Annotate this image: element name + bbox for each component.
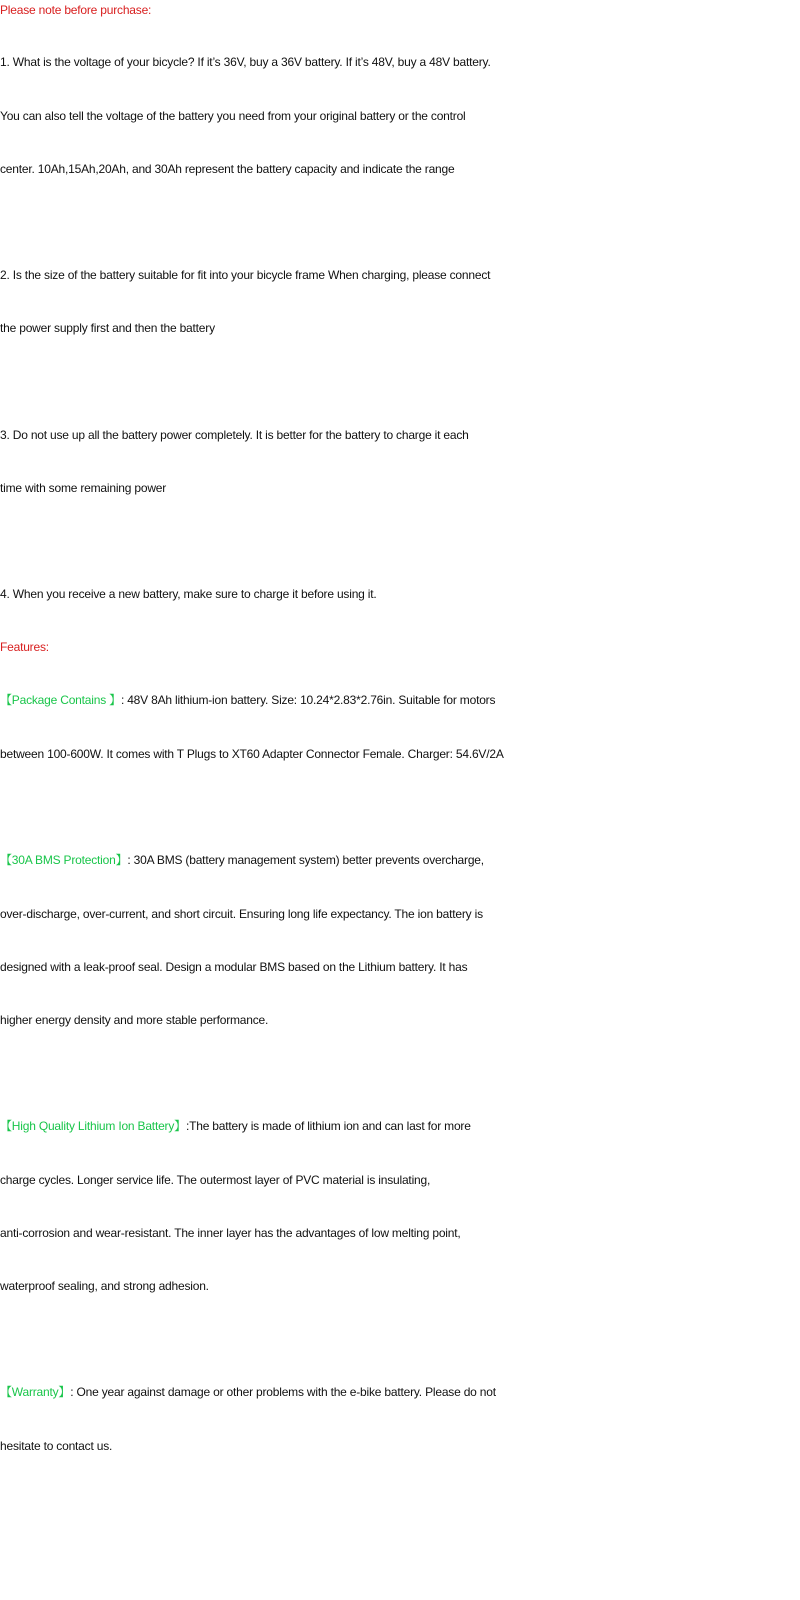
note-1-line-3: center. 10Ah,15Ah,20Ah, and 30Ah represent the battery capacity and indicate the range	[0, 162, 455, 176]
feature-package-line-1	[0, 690, 800, 710]
feature-package-text: : 48V 8Ah lithium-ion battery. Size: 10.24*2.83*2.76in. Suitable for motors	[120, 693, 496, 707]
feature-quality-tag: 【High Quality Lithium Ion Battery】	[0, 1119, 186, 1133]
notes-heading: Please note before purchase:	[0, 3, 152, 17]
feature-bms-tag: 【30A BMS Protection】	[0, 853, 128, 867]
feature-bms-line-3: designed with a leak-proof seal. Design a modular BMS based on the Lithium battery. It has	[0, 960, 468, 974]
feature-bms-line-1	[0, 850, 800, 870]
feature-package-tag: 【Package Contains 】	[0, 693, 121, 707]
note-1-line-1: 1. What is the voltage of your bicycle? If it’s 36V, buy a 36V battery. If it’s 48V, buy a 48V battery.	[0, 55, 491, 69]
note-2-line-1: 2. Is the size of the battery suitable for fit into your bicycle frame When charging, please connect	[0, 268, 491, 282]
feature-package-line-2: between 100-600W. It comes with T Plugs to XT60 Adapter Connector Female. Charger: 54.6V/2A	[0, 747, 504, 761]
feature-quality-line-1	[0, 1116, 800, 1136]
features-heading: Features:	[0, 640, 49, 654]
feature-bms-text: : 30A BMS (battery management system) better prevents overcharge,	[127, 853, 484, 867]
feature-warranty-line-1	[0, 1382, 800, 1402]
note-4-line-1: 4. When you receive a new battery, make sure to charge it before using it.	[0, 587, 377, 601]
feature-warranty-tag: 【Warranty】	[0, 1385, 71, 1399]
feature-warranty-text: : One year against damage or other problems with the e-bike battery. Please do not	[70, 1385, 496, 1399]
note-2-line-2: the power supply first and then the battery	[0, 321, 215, 335]
note-1-line-2: You can also tell the voltage of the battery you need from your original battery or the control	[0, 109, 466, 123]
feature-quality-text: :The battery is made of lithium ion and can last for more	[185, 1119, 471, 1133]
feature-quality-line-3: anti-corrosion and wear-resistant. The inner layer has the advantages of low melting point,	[0, 1226, 461, 1240]
feature-quality-line-4: waterproof sealing, and strong adhesion.	[0, 1279, 209, 1293]
feature-bms-line-2: over-discharge, over-current, and short circuit. Ensuring long life expectancy. The ion battery is	[0, 907, 483, 921]
note-3-line-2: time with some remaining power	[0, 481, 167, 495]
feature-quality-line-2: charge cycles. Longer service life. The outermost layer of PVC material is insulating,	[0, 1173, 431, 1187]
feature-bms-line-4: higher energy density and more stable performance.	[0, 1013, 269, 1027]
note-3-line-1: 3. Do not use up all the battery power completely. It is better for the battery to charge it each	[0, 428, 469, 442]
feature-warranty-line-2: hesitate to contact us.	[0, 1439, 113, 1453]
